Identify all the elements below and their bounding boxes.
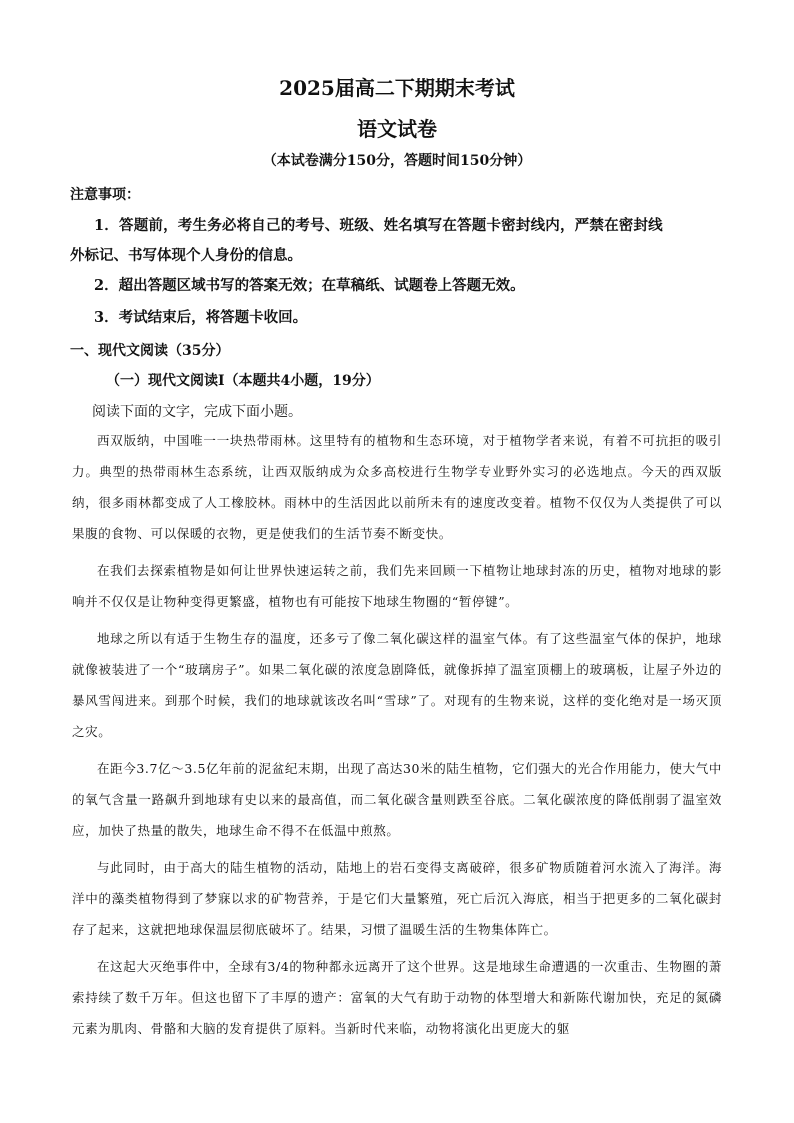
passage-paragraph: 西双版纳，中国唯一一块热带雨林。这里特有的植物和生态环境，对于植物学者来说，有着不可抗拒的吸引力。典型的热带雨林生态系统，让西双版纳成为众多高校进行生物学专业野外实习的必选地点。今天的西双版纳，很多雨林都变成了人工橡胶林。雨林中的生活因此以前所未有的速度改变着。植物不仅仅为人类提供了可以果腹的食物、可以保暖的衣物，更是使我们的生活节奏不断变快。: [72, 433, 722, 541]
notice-item-1-line-1: 1．答题前，考生务必将自己的考号、班级、姓名填写在答题卡密封线内，严禁在密封线: [94, 217, 663, 234]
notice-item-2: 2．超出答题区域书写的答案无效；在草稿纸、试题卷上答题无效。: [94, 277, 525, 294]
reading-instruction: 阅读下面的文字，完成下面小题。: [92, 404, 302, 420]
notice-item-3: 3．考试结束后，将答题卡收回。: [94, 309, 308, 326]
reading-passage: [72, 425, 722, 1044]
passage-paragraph: 与此同时，由于高大的陆生植物的活动，陆地上的岩石变得支离破碎，很多矿物质随着河水流入了海洋。海洋中的藻类植物得到了梦寐以求的矿物营养，于是它们大量繁殖，死亡后沉入海底，相当于把更多的二氧化碳封存了起来，这就把地球保温层彻底破坏了。结果，习惯了温暖生活的生物集体阵亡。: [72, 860, 722, 937]
exam-title: 2025届高二下期期末考试: [279, 76, 515, 100]
passage-paragraph: 地球之所以有适于生物生存的温度，还多亏了像二氧化碳这样的温室气体。有了这些温室气体的保护，地球就像被装进了一个“玻璃房子”。如果二氧化碳的浓度急剧降低，就像拆掉了温室顶棚上的玻璃板，让屋子外边的暴风雪闯进来。到那个时候，我们的地球就该改名叫“雪球”了。对现有的生物来说，这样的变化绝对是一场灭顶之灾。: [72, 631, 722, 739]
exam-note: （本试卷满分150分，答题时间150分钟）: [262, 153, 532, 169]
passage-paragraph: 在距今3.7亿～3.5亿年前的泥盆纪末期，出现了高达30米的陆生植物，它们强大的光合作用能力，使大气中的氧气含量一路飙升到地球有史以来的最高值，而二氧化碳含量则跌至谷底。二氧化碳浓度的降低削弱了温室效应，加快了热量的散失，地球生命不得不在低温中煎熬。: [72, 761, 722, 838]
notice-item-1-line-2: 外标记、书写体现个人身份的信息。: [70, 247, 302, 264]
passage-paragraph: 在我们去探索植物是如何让世界快速运转之前，我们先来回顾一下植物让地球封冻的历史，植物对地球的影响并不仅仅是让物种变得更繁盛，植物也有可能按下地球生物圈的“暂停键”。: [72, 563, 722, 609]
section-title: 一、现代文阅读（35分）: [70, 343, 230, 359]
passage-paragraph: 在这起大灭绝事件中，全球有3/4的物种都永远离开了这个世界。这是地球生命遭遇的一次重击、生物圈的萧索持续了数千万年。但这也留下了丰厚的遗产：富氧的大气有助于动物的体型增大和新陈代谢加快，充足的氮磷元素为肌肉、骨骼和大脑的发育提供了原料。当新时代来临，动物将演化出更庞大的躯: [72, 959, 722, 1036]
notice-heading: 注意事项：: [70, 187, 140, 203]
section-subtitle: （一）现代文阅读Ⅰ（本题共4小题，19分）: [106, 373, 380, 389]
exam-subject: 语文试卷: [357, 117, 437, 141]
